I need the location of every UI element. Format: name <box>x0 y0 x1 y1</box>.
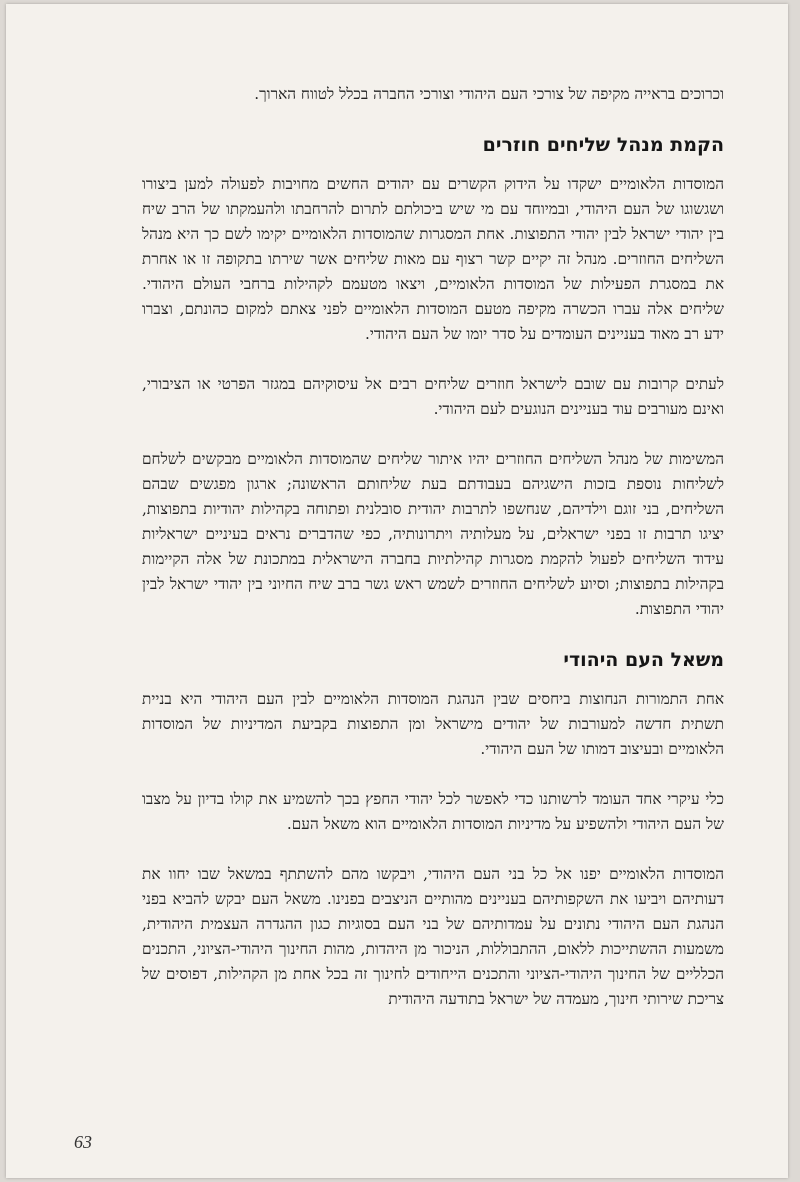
paragraph: המוסדות הלאומיים ישקדו על הידוק הקשרים עם יהודים החשים מחויבות לפעולה למען ביצורו ושגשוגו של העם היהודי, ובמיוחד עם מי שיש ביכולתם לתרום להרחבתו ולהעמקתו של הרב שיח בין יהודי ישראל לבין יהודי התפוצות. אחת המסגרות שהמוסדות הלאומיים יקימו לשם כך היא מנהל השליחים החוזרים. מנהל זה יקיים קשר רצוף עם מאות שליחים אשר שירתו בתקופה זו או אחרת את במסגרת הפעילות של המוסדות הלאומיים, ויצאו מטעמם לקהילות ברחבי העולם היהודי. שליחים אלה עברו הכשרה מקיפה מטעם המוסדות הלאומיים לפני צאתם למקום כהונתם, וצברו ידע רב מאוד בעניינים העומדים על סדר יומו של העם היהודי. <box>142 175 724 343</box>
paragraph: המוסדות הלאומיים יפנו אל כל בני העם היהודי, ויבקשו מהם להשתתף במשאל שבו יחוו את דעותיהם ויביעו את השקפותיהם בעניינים מהותיים הניצבים בפנינו. משאל העם יבקש להביא בפני הנהגת העם היהודי נתונים על עמדותיהם של בני העם בסוגיות כגון ההגדרה העצמית היהודית, משמעות ההשתייכות ללאום, ההתבוללות, הניכור מן היהדות, מהות החינוך היהודי-הציוני, התכנים הכלליים של החינוך היהודי-הציוני והתכנים הייחודים לחינוך זה בכל אחת מן הקהילות, דפוסים של צריכת שירותי חינוך, מעמדה של ישראל בתודעה היהודית <box>142 865 724 1008</box>
text-column <box>142 82 724 1037</box>
page-number: 63 <box>74 1132 92 1152</box>
paragraph: המשימות של מנהל השליחים החוזרים יהיו איתור שליחים שהמוסדות הלאומיים מבקשים לשלחם לשליחות נוספת בזכות הישגיהם בעבודתם בעת שליחותם הראשונה; ארגון מפגשים שבהם השליחים, בני זוגם וילדיהם, שנחשפו לתרבות יהודית סובלנית ופתוחה בקהילות יהודיות בתפוצות, יציגו תרבות זו בפני ישראלים, על מעלותיה ויתרונותיה, כפי שהדברים נראים בעיניים ישראליות עידוד השליחים לפעול להקמת מסגרות קהילתיות בחברה הישראלית במתכונת של אלה הקיימות בקהילות בתפוצות; וסיוע לשליחים החוזרים לשמש ראש גשר ברב שיח החיוני בין יהודי ישראל לבין יהודי התפוצות. <box>142 450 724 618</box>
section-heading-jewish-people-referendum: משאל העם היהודי <box>563 649 724 671</box>
paragraph: כלי עיקרי אחד העומד לרשותנו כדי לאפשר לכל יהודי החפץ בכך להשמיע את קולו בדיון על מצבו של העם היהודי ולהשפיע על מדיניות המוסדות הלאומיים הוא משאל העם. <box>142 790 724 833</box>
paragraph: לעתים קרובות עם שובם לישראל חוזרים שליחים רבים אל עיסוקיהם במגזר הפרטי או הציבורי, ואינם מעורבים עוד בעניינים הנוגעים לעם היהודי. <box>142 375 724 418</box>
paragraph: אחת התמורות הנחוצות ביחסים שבין הנהגת המוסדות הלאומיים לבין העם היהודי היא בניית תשתית חדשה למעורבות של יהודים מישראל ומן התפוצות בקביעת המדיניות של המוסדות הלאומיים ובעיצוב דמותו של העם היהודי. <box>142 690 724 758</box>
intro-paragraph: וכרוכים בראייה מקיפה של צורכי העם היהודי וצורכי החברה בכלל לטווח הארוך. <box>254 85 724 103</box>
book-page <box>6 4 788 1178</box>
section-heading-returning-emissaries: הקמת מנהל שליחים חוזרים <box>482 134 724 156</box>
